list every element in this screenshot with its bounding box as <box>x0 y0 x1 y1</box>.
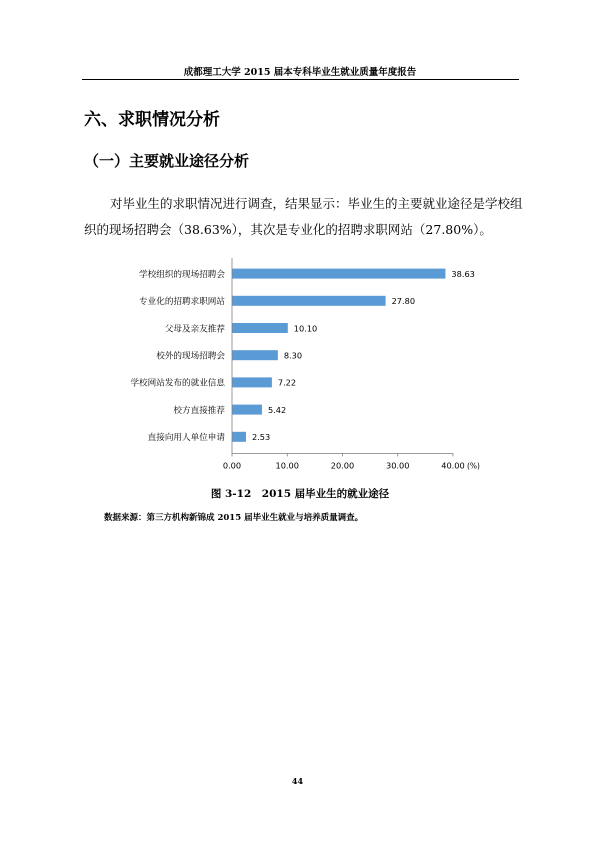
chart-category-label: 校外的现场招聘会 <box>156 351 225 362</box>
chart-category-label: 直接向用人单位申请 <box>147 433 225 444</box>
bar-chart-svg <box>95 255 505 475</box>
chart-category-label: 父母及亲友推荐 <box>164 324 225 335</box>
chart-bar <box>232 350 278 360</box>
chart-category-label: 学校网站发布的就业信息 <box>130 378 225 389</box>
figure-caption: 图 3-12 2015 届毕业生的就业途径 <box>210 488 390 500</box>
chart-x-tick-label: 40.00 <box>441 460 465 471</box>
subsection-title: （一）主要就业途径分析 <box>84 152 250 170</box>
chart-data-label: 8.30 <box>283 350 303 361</box>
chart-data-label: 27.80 <box>391 296 416 307</box>
chart-bar <box>232 296 386 306</box>
chart-x-tick-label: 10.00 <box>275 460 299 471</box>
chart-bar <box>232 377 272 387</box>
chart-bar <box>232 323 288 333</box>
bar-chart <box>95 255 505 475</box>
chart-x-tick-label: 20.00 <box>330 460 355 471</box>
chart-category-label: 学校组织的现场招聘会 <box>139 269 225 280</box>
chart-bar <box>232 432 246 442</box>
chart-category-label: 校方直接推荐 <box>173 405 225 416</box>
chart-x-tick-label: 30.00 <box>386 460 410 471</box>
chart-data-label: 38.63 <box>451 268 475 279</box>
chart-category-label: 专业化的招聘求职网站 <box>139 297 225 308</box>
chart-data-label: 2.53 <box>251 432 271 443</box>
page-header: 成都理工大学 2015 届本专科毕业生就业质量年度报告 <box>183 67 417 78</box>
page-number: 44 <box>291 776 304 786</box>
body-paragraph <box>84 191 524 243</box>
data-source-note: 数据来源：第三方机构新锦成 2015 届毕业生就业与培养质量调查。 <box>104 513 364 523</box>
paragraph-text: 对毕业生的求职情况进行调查，结果显示：毕业生的主要就业途径是学校组织的现场招聘会（38.63%），其次是专业化的招聘求职网站（27.80%）。 <box>84 196 523 237</box>
chart-data-label: 7.22 <box>277 377 297 388</box>
chart-data-label: 5.42 <box>267 404 287 415</box>
section-title: 六、求职情况分析 <box>84 110 220 130</box>
chart-x-unit-label: (%) <box>467 461 480 471</box>
chart-x-tick-label: 0.00 <box>222 460 242 471</box>
chart-bar <box>232 405 262 415</box>
header-divider <box>82 79 519 80</box>
chart-data-label: 10.10 <box>293 323 318 334</box>
chart-bar <box>232 269 445 279</box>
